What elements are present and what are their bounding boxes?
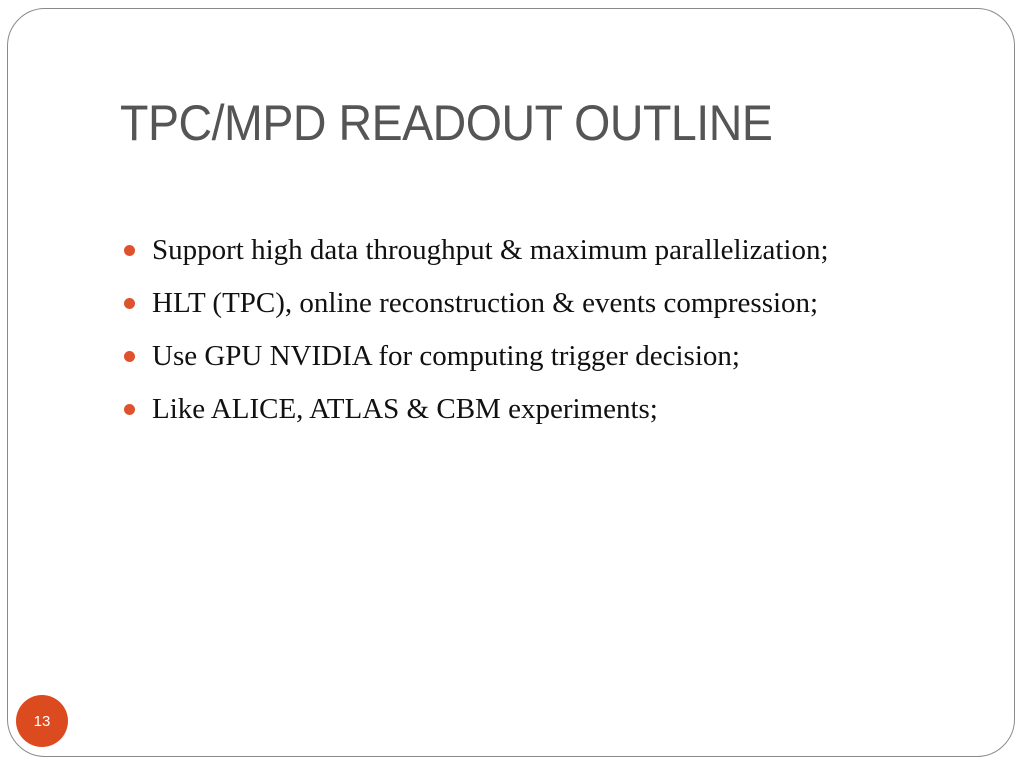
bullet-dot-icon [124, 298, 135, 309]
bullet-text: Use GPU NVIDIA for computing trigger decision; [152, 340, 740, 372]
bullet-dot-icon [124, 245, 135, 256]
bullet-dot-icon [124, 404, 135, 415]
bullet-list [124, 231, 829, 443]
bullet-text: Like ALICE, ATLAS & CBM experiments; [152, 393, 658, 425]
slide-title: TPC/MPD READOUT OUTLINE [120, 95, 773, 151]
list-item [124, 390, 829, 443]
bullet-text: HLT (TPC), online reconstruction & events compression; [152, 287, 819, 319]
list-item [124, 284, 829, 337]
bullet-text: Support high data throughput & maximum parallelization; [152, 234, 829, 266]
list-item [124, 231, 829, 284]
page-number: 13 [33, 712, 51, 730]
slide-frame [7, 8, 1015, 757]
page-number-badge [16, 695, 68, 747]
bullet-dot-icon [124, 351, 135, 362]
list-item [124, 337, 829, 390]
